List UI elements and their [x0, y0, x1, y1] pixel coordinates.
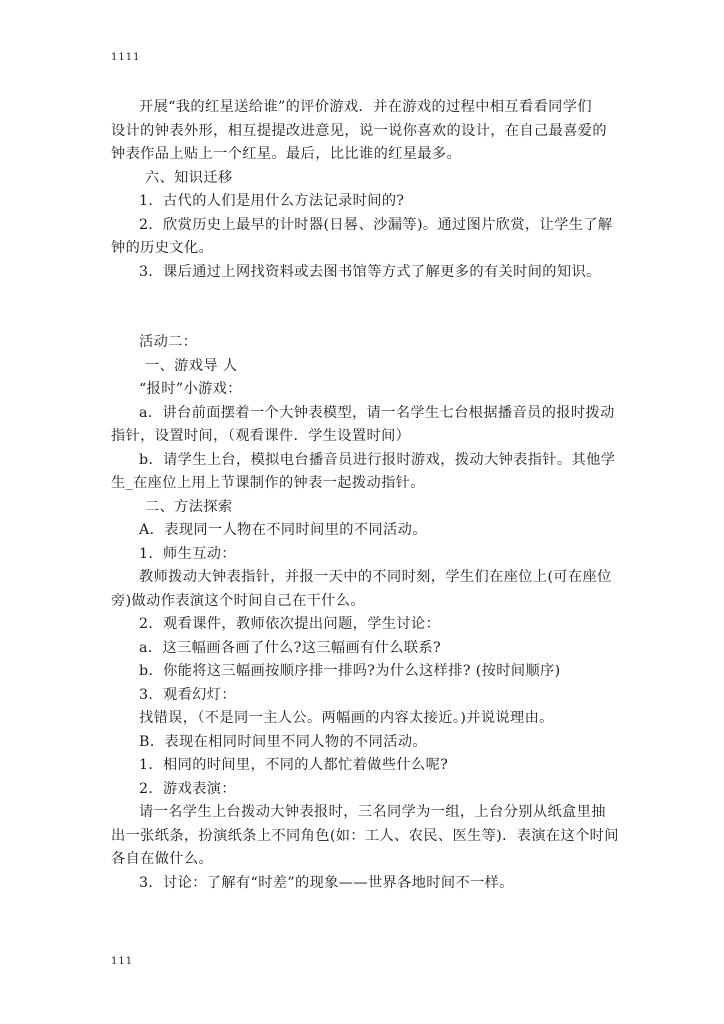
- text-line: 生_在座位上用上节课制作的钟表一起拨动指针。: [111, 475, 425, 491]
- text-line: b．你能将这三幅画按顺序排一排吗?为什么这样排? (按时间顺序): [139, 663, 561, 679]
- text-line: 一、游戏导 人: [145, 357, 238, 374]
- text-line: 3．观看幻灯：: [139, 686, 236, 703]
- text-line: 六、知识迁移: [145, 169, 233, 186]
- page-header-number: 1111: [111, 52, 141, 63]
- text-line: 钟表作品上贴上一个红星。最后，比比谁的红星最多。: [111, 146, 462, 162]
- text-line: 1．相同的时间里，不同的人都忙着做些什么呢?: [139, 757, 449, 773]
- text-line: 各自在做什么。: [111, 851, 214, 867]
- text-line: 2．观看课件，教师依次提出问题，学生讨论：: [139, 616, 441, 632]
- text-line: 2．游戏表演：: [139, 780, 236, 797]
- text-line: “报时”小游戏：: [139, 381, 242, 397]
- text-line: 找错误，（不是同一主人公。两幅画的内容太接近。)并说说理由。: [139, 710, 554, 726]
- text-line: 钟的历史文化。: [111, 240, 214, 256]
- text-line: 3．课后通过上网找资料或去图书馆等方式了解更多的有关时间的知识。: [139, 263, 601, 280]
- text-line: 开展“我的红星送给谁”的评价游戏．并在游戏的过程中相互看看同学们: [139, 99, 592, 115]
- text-line: 设计的钟表外形，相互提提改进意见，说一说你喜欢的设计，在自己最喜爱的: [111, 122, 607, 139]
- text-line: 活动二：: [139, 334, 198, 350]
- text-line: b．请学生上台，模拟电台播音员进行报时游戏，拨动大钟表指针。其他学: [139, 451, 616, 468]
- text-line: 指针，设置时间，（观看课件．学生设置时间）: [111, 428, 411, 444]
- text-line: 出一张纸条，扮演纸条上不同角色(如：工人、农民、医生等)．表演在这个时间: [111, 827, 619, 844]
- page-footer-number: 111: [111, 956, 134, 967]
- text-line: A．表现同一人物在不同时间里的不同活动。: [139, 522, 427, 538]
- text-line: 旁)做动作表演这个时间自己在干什么。: [111, 592, 365, 609]
- text-line: a．这三幅画各画了什么?这三幅画有什么联系?: [139, 639, 442, 656]
- document-body: [111, 96, 617, 895]
- text-line: 教师拨动大钟表指针，并报一天中的不同时刻，学生们在座位上(可在座位: [139, 569, 612, 585]
- section-gap: [111, 284, 617, 331]
- text-line: 1．古代的人们是用什么方法记录时间的?: [139, 193, 405, 209]
- text-line: 1．师生互动：: [139, 545, 236, 562]
- text-line: B．表现在相同时间里不同人物的不同活动。: [139, 733, 427, 750]
- text-line: a．讲台前面摆着一个大钟表模型，请一名学生七台根据播音员的报时拨动: [139, 404, 615, 421]
- text-line: 二、方法探索: [145, 498, 233, 515]
- text-line: 3．讨论：了解有“时差”的现象——世界各地时间不一样。: [139, 874, 514, 891]
- text-line: 请一名学生上台拨动大钟表报时，三名同学为一组，上台分别从纸盒里抽: [139, 804, 606, 820]
- text-line: 2．欣赏历史上最早的计时器(日晷、沙漏等)。通过图片欣赏，让学生了解: [139, 216, 613, 233]
